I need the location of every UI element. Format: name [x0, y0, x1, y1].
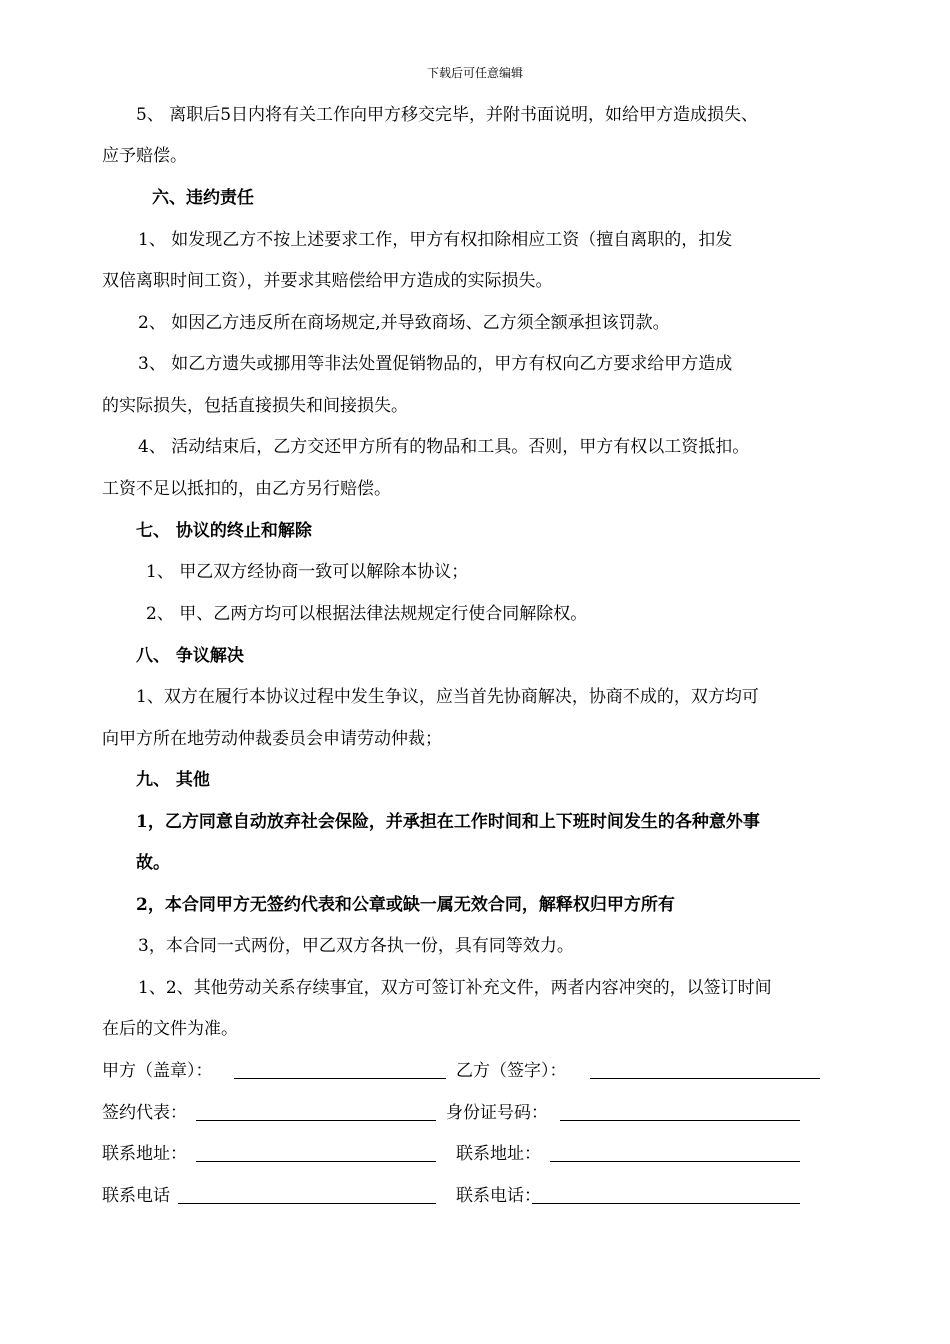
- section5-item5-line1: 5、 离职后5日内将有关工作向甲方移交完毕，并附书面说明，如给甲方造成损失、: [136, 105, 759, 125]
- section6-item3-line1: 3、 如乙方遗失或挪用等非法处置促销物品的，甲方有权向乙方要求给甲方造成: [138, 354, 733, 374]
- party-b-address-label: 联系地址：: [456, 1144, 541, 1164]
- section7-item2: 2、 甲、乙两方均可以根据法律法规规定行使合同解除权。: [146, 604, 588, 624]
- section7-item1: 1、 甲乙双方经协商一致可以解除本协议；: [146, 562, 469, 582]
- page-header: 下载后可任意编辑: [426, 66, 523, 80]
- section6-item4-line2: 工资不足以抵扣的，由乙方另行赔偿。: [102, 479, 391, 499]
- section5-item5-line2: 应予赔偿。: [102, 146, 187, 166]
- section6-item1-line1: 1、 如发现乙方不按上述要求工作，甲方有权扣除相应工资（擅自离职的，扣发: [138, 230, 733, 250]
- section8-item1-line2: 向甲方所在地劳动仲裁委员会申请劳动仲裁；: [102, 729, 442, 749]
- party-b-phone-label: 联系电话：: [456, 1186, 541, 1206]
- party-a-phone-label: 联系电话: [102, 1186, 170, 1206]
- section6-item3-line2: 的实际损失，包括直接损失和间接损失。: [102, 396, 408, 416]
- party-b-sign-label: 乙方（签字）：: [456, 1061, 567, 1081]
- party-a-seal-label: 甲方（盖章）：: [102, 1061, 213, 1081]
- section6-item4-line1: 4、 活动结束后，乙方交还甲方所有的物品和工具。否则，甲方有权以工资抵扣。: [138, 437, 750, 457]
- party-b-sign-field[interactable]: [590, 1078, 820, 1079]
- section6-item2: 2、 如因乙方违反所在商场规定,并导致商场、乙方须全额承担该罚款。: [138, 313, 670, 333]
- rep-label: 签约代表：: [102, 1103, 187, 1123]
- section6-title: 六、违约责任: [152, 188, 254, 208]
- section7-title: 七、 协议的终止和解除: [136, 521, 312, 541]
- id-number-label: 身份证号码：: [446, 1103, 548, 1123]
- id-number-field[interactable]: [560, 1120, 800, 1121]
- section9-item1-line1: 1，乙方同意自动放弃社会保险，并承担在工作时间和上下班时间发生的各种意外事: [136, 812, 760, 832]
- section9-item4-line1: 1、2、其他劳动关系存续事宜，双方可签订补充文件，两者内容冲突的，以签订时间: [138, 978, 772, 998]
- section9-item2: 2，本合同甲方无签约代表和公章或缺一属无效合同，解释权归甲方所有: [136, 895, 675, 915]
- section9-item1-line2: 故。: [136, 853, 170, 873]
- rep-field[interactable]: [196, 1120, 436, 1121]
- section8-title: 八、 争议解决: [136, 646, 244, 666]
- section9-item4-line2: 在后的文件为准。: [102, 1019, 238, 1039]
- section8-item1-line1: 1、双方在履行本协议过程中发生争议，应当首先协商解决，协商不成的，双方均可: [136, 687, 759, 707]
- party-a-phone-field[interactable]: [178, 1203, 436, 1204]
- section9-title: 九、 其他: [136, 770, 210, 790]
- party-a-seal-field[interactable]: [234, 1078, 446, 1079]
- section6-item1-line2: 双倍离职时间工资），并要求其赔偿给甲方造成的实际损失。: [102, 271, 553, 291]
- party-a-address-field[interactable]: [196, 1161, 436, 1162]
- party-b-address-field[interactable]: [550, 1161, 800, 1162]
- section9-item3: 3，本合同一式两份，甲乙双方各执一份，具有同等效力。: [138, 936, 574, 956]
- party-a-address-label: 联系地址：: [102, 1144, 187, 1164]
- party-b-phone-field[interactable]: [532, 1203, 800, 1204]
